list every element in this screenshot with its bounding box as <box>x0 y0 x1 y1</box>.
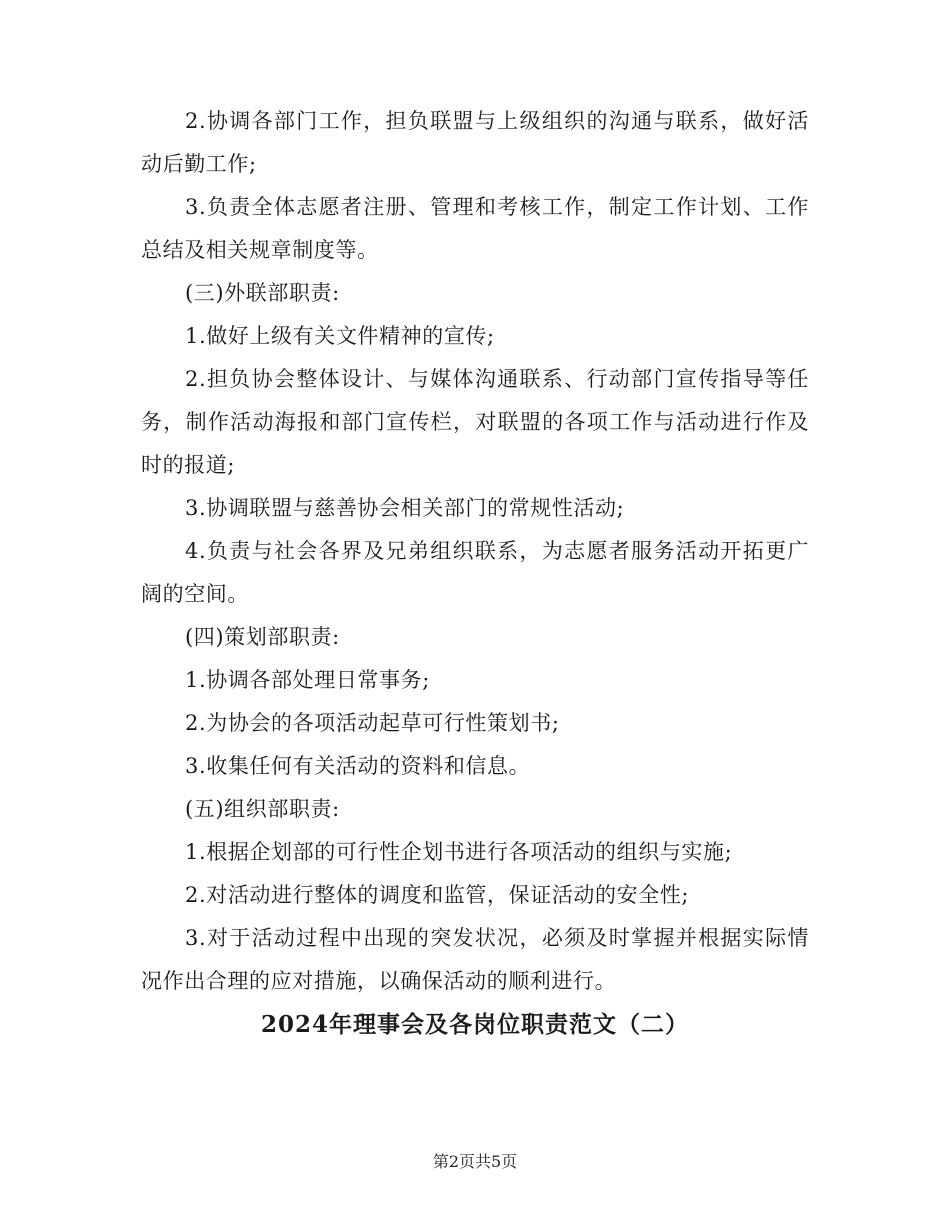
paragraph: 2.对活动进行整体的调度和监管，保证活动的安全性; <box>185 883 690 907</box>
paragraph: 1.协调各部处理日常事务; <box>185 668 430 692</box>
paragraph: (四)策划部职责: <box>185 625 340 649</box>
paragraph: (五)组织部职责: <box>185 797 340 821</box>
section-title: 2024年理事会及各岗位职责范文（二） <box>260 1011 689 1038</box>
paragraph: (三)外联部职责: <box>185 281 340 305</box>
paragraph: 1.做好上级有关文件精神的宣传; <box>185 324 495 348</box>
paragraph: 3.对于活动过程中出现的突发状况，必须及时掌握并根据实际情况作出合理的应对措施，以确保活动的顺利进行。 <box>141 926 809 993</box>
page-indicator: 第2页共5页 <box>432 1152 518 1171</box>
paragraph: 3.收集任何有关活动的资料和信息。 <box>185 754 531 778</box>
paragraph: 2.为协会的各项活动起草可行性策划书; <box>185 711 560 735</box>
paragraph: 2.协调各部门工作，担负联盟与上级组织的沟通与联系，做好活动后勤工作; <box>141 109 809 176</box>
document-body <box>141 100 809 1046</box>
paragraph: 3.协调联盟与慈善协会相关部门的常规性活动; <box>185 496 625 520</box>
paragraph: 2.担负协会整体设计、与媒体沟通联系、行动部门宣传指导等任务，制作活动海报和部门宣传栏，对联盟的各项工作与活动进行作及时的报道; <box>141 367 809 477</box>
paragraph: 3.负责全体志愿者注册、管理和考核工作，制定工作计划、工作总结及相关规章制度等。 <box>141 195 809 262</box>
paragraph: 4.负责与社会各界及兄弟组织联系，为志愿者服务活动开拓更广阔的空间。 <box>141 539 809 606</box>
paragraph: 1.根据企划部的可行性企划书进行各项活动的组织与实施; <box>185 840 733 864</box>
